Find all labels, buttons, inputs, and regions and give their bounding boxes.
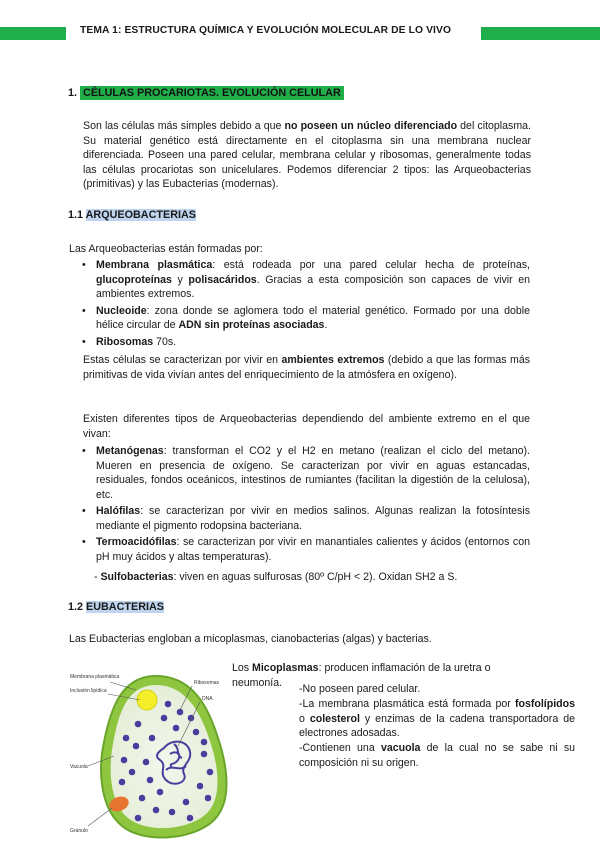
section-1-2-heading <box>68 601 164 613</box>
section-1-1-title: ARQUEOBACTERIAS <box>85 209 196 221</box>
text: (debido a que las formas más primitivas de vida vivían antes del enriquecimiento de la atmósfera en oxígeno). <box>83 354 531 381</box>
bold-text: no poseen un núcleo diferenciado <box>284 120 458 132</box>
bullet-icon: • <box>82 445 86 457</box>
bold-text: fosfolípidos <box>514 698 575 710</box>
label-vacuola: Vacuola <box>70 764 88 770</box>
list-item <box>82 258 530 302</box>
text: : producen inflamación de la uretra o neumonía. <box>232 662 491 689</box>
mycoplasma-diagram <box>68 668 236 844</box>
bold-text: Halófilas <box>96 505 141 517</box>
bullet-icon: • <box>82 335 86 348</box>
list-item <box>82 304 530 333</box>
text: : zona donde se aglomera todo el material genético. Formado por una doble hélice circular de <box>96 304 530 331</box>
label-ribosomas: Ribosomas <box>194 680 220 686</box>
bold-text: ambientes extremos <box>281 354 385 366</box>
micoplasmas-line-3 <box>299 741 575 770</box>
header-bar-right <box>481 27 600 40</box>
section-1-number: 1. <box>68 87 78 99</box>
section-1-1-intro: Las Arqueobacterias están formadas por: <box>69 243 263 255</box>
list-item <box>82 335 530 350</box>
bullet-icon: • <box>82 304 86 317</box>
text: y enzimas de la cadena transportadora de electrones adosadas. <box>299 712 575 739</box>
text: Son las células más simples debido a que <box>83 120 285 132</box>
sulfobacterias-item <box>94 570 530 585</box>
text: . Gracias a esta composición son capaces de vivir en ambientes extremos. <box>96 273 530 300</box>
section-1-1-number: 1.1 <box>68 209 84 221</box>
header-bar-left <box>0 27 66 40</box>
section-1-paragraph <box>83 119 531 192</box>
text: del citoplasma. Su material genético está directamente en el citoplasma sin una membrana nuclear diferenciada. Poseen una pared celular, membrana celular y ribosomas, generalmente todas las células procariotas son unicelulares. Podemos diferenciar 2 tipos: las Arqueobacterias (primitivas) y las Eubacterias (modernas). <box>83 120 531 190</box>
text: : está rodeada por una pared celular hecha de proteínas, <box>212 259 530 271</box>
text: -La membrana plasmática está formada por <box>299 698 515 710</box>
bold-text: colesterol <box>309 712 360 725</box>
text: . <box>324 319 328 331</box>
bold-text: glucoproteínas <box>96 273 172 286</box>
micoplasmas-line-2 <box>299 697 575 741</box>
text: : se caracterizan por vivir en medios salinos. Algunas realizan la fotosíntesis mediante el pigmento rodopsina bacteriana. <box>96 505 530 532</box>
section-1-2-title: EUBACTERIAS <box>86 601 164 613</box>
label-granulo: Gránulo <box>70 828 88 834</box>
text: -Contienen una <box>299 742 381 754</box>
text: : transforman el CO2 y el H2 en metano (realizan el ciclo del metano). Mueren en presencia de oxígeno. Se caracterizan por vivir en aguas estancadas, residuales, fondos oceánicos, intestinos de rumiantes (facilitan la digestión de la celulosa), etc. <box>96 445 530 501</box>
composition-list <box>82 258 530 351</box>
types-list <box>82 444 530 566</box>
types-intro-paragraph: Existen diferentes tipos de Arqueobacterias dependiendo del ambiente extremo en el que vivan: <box>83 413 530 440</box>
text: 70s. <box>153 335 177 348</box>
label-membrana: Membrana plasmática <box>70 674 120 680</box>
text: Los <box>232 662 253 674</box>
text: y <box>171 273 189 286</box>
label-dna: DNA <box>202 696 213 702</box>
list-item <box>82 444 530 502</box>
section-1-2-number: 1.2 <box>68 601 84 613</box>
bold-text: Micoplasmas <box>252 662 319 674</box>
text: de la cual no se sabe ni su composición ni su origen. <box>299 742 576 769</box>
label-inclusion: Inclusión lipídica <box>70 688 107 694</box>
text: o <box>299 712 310 725</box>
list-item <box>82 504 530 533</box>
dash: - <box>94 571 98 583</box>
bullet-icon: • <box>82 505 86 517</box>
bold-text: vacuola <box>380 742 421 754</box>
text: Estas células se caracterizan por vivir en <box>83 354 282 366</box>
bold-text: Membrana plasmática <box>96 259 213 271</box>
section-1-heading <box>68 87 344 99</box>
micoplasmas-line-1: -No poseen pared celular. <box>299 683 421 695</box>
bullet-icon: • <box>82 259 86 271</box>
bold-text: polisacáridos <box>188 273 257 286</box>
bold-text: Nucleoide <box>96 304 147 317</box>
text: : viven en aguas sulfurosas (80º C/pH < 2). Oxidan SH2 a S. <box>173 571 458 583</box>
bold-text: ADN sin proteínas asociadas <box>178 319 325 331</box>
bold-text: Metanógenas <box>96 445 164 457</box>
section-1-2-intro: Las Eubacterias engloban a micoplasmas, cianobacterias (algas) y bacterias. <box>69 633 432 645</box>
section-1-title: CÉLULAS PROCARIOTAS. EVOLUCIÓN CELULAR <box>80 86 344 100</box>
bullet-icon: • <box>82 536 86 548</box>
bold-text: Ribosomas <box>96 335 154 348</box>
text: : se caracterizan por vivir en manantiales calientes y ácidos (entornos con pH muy ácidos y altas temperaturas). <box>96 536 530 563</box>
list-item <box>82 535 530 564</box>
bold-text: Termoacidófilas <box>96 536 177 548</box>
environment-paragraph <box>83 353 530 382</box>
header-title: TEMA 1: ESTRUCTURA QUÍMICA Y EVOLUCIÓN MOLECULAR DE LO VIVO <box>80 25 452 36</box>
bold-text: Sulfobacterias <box>100 571 174 583</box>
section-1-1-heading <box>68 209 196 221</box>
